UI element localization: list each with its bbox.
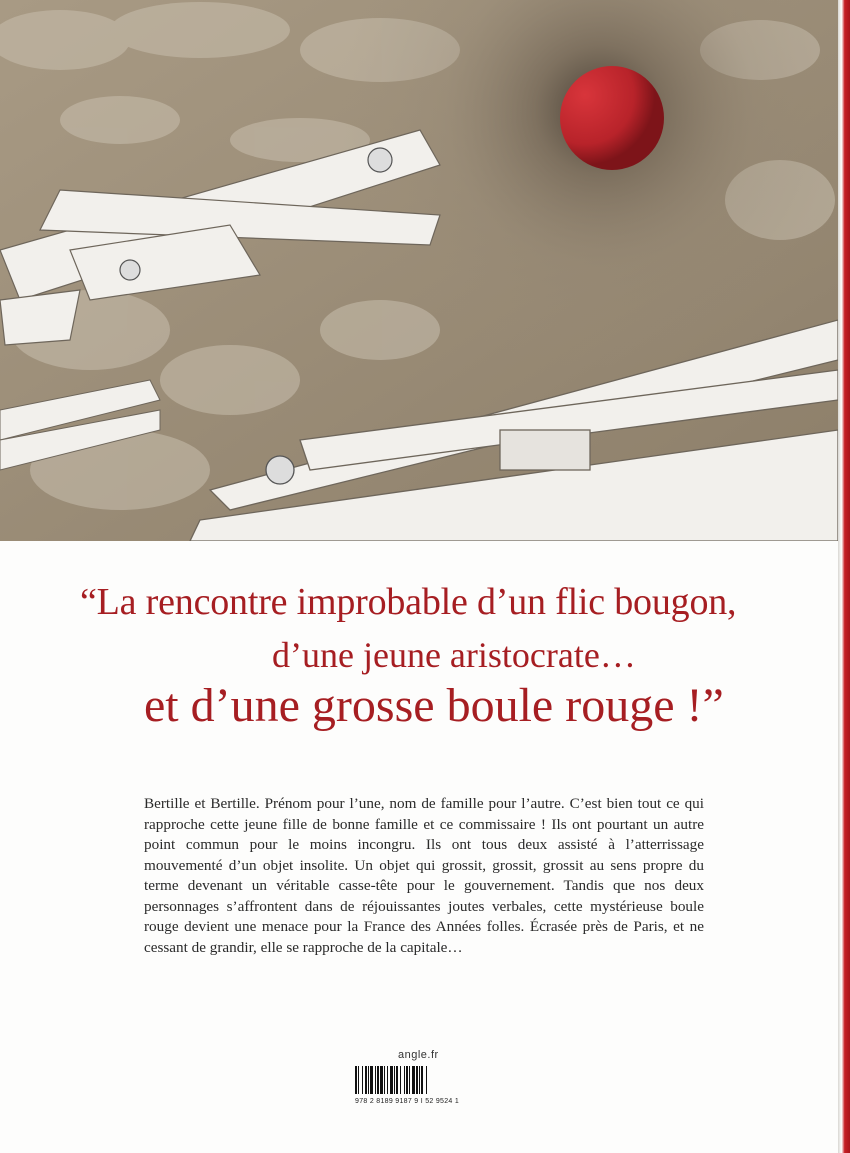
barcode-bar bbox=[427, 1066, 429, 1094]
quote-line-3: et d’une grosse boule rouge !” bbox=[144, 679, 724, 732]
spine-edge bbox=[838, 0, 850, 1153]
synopsis-text: Bertille et Bertille. Prénom pour l’une, nom de famille pour l’autre. C’est bien tout ce qui rapproche cette jeune fille de bonne famille et ce commissaire ! Ils ont pourtant un autre point commun pour le moins incongru. Ils ont tous deux assisté à l’atterrissage mouvementé d’un objet insolite. Un objet qui grossit, grossit, grossit au sens propre du terme devenant un véritable casse-tête pour le gouvernement. Tandis que nos deux personnages s’affrontent dans de réjouissantes joutes verbales, cette mystérieuse boule rouge devient une menace pour la France des Années folles. Écrasée près de Paris, et ne cessant de grandir, elle se rapproche de la capitale… bbox=[144, 795, 704, 956]
illustration-svg bbox=[0, 0, 838, 541]
synopsis bbox=[144, 794, 704, 958]
quote-line-1: “La rencontre improbable d’un flic bougon, bbox=[80, 581, 737, 623]
red-sphere-icon bbox=[560, 66, 664, 170]
barcode bbox=[355, 1066, 475, 1094]
publisher-url: angle.fr bbox=[398, 1049, 439, 1061]
cover-illustration bbox=[0, 0, 838, 541]
quote-line-2: d’une jeune aristocrate… bbox=[272, 635, 636, 675]
isbn-digits: 978 2 8189 9187 9 I 52 9524 1 bbox=[355, 1098, 460, 1105]
